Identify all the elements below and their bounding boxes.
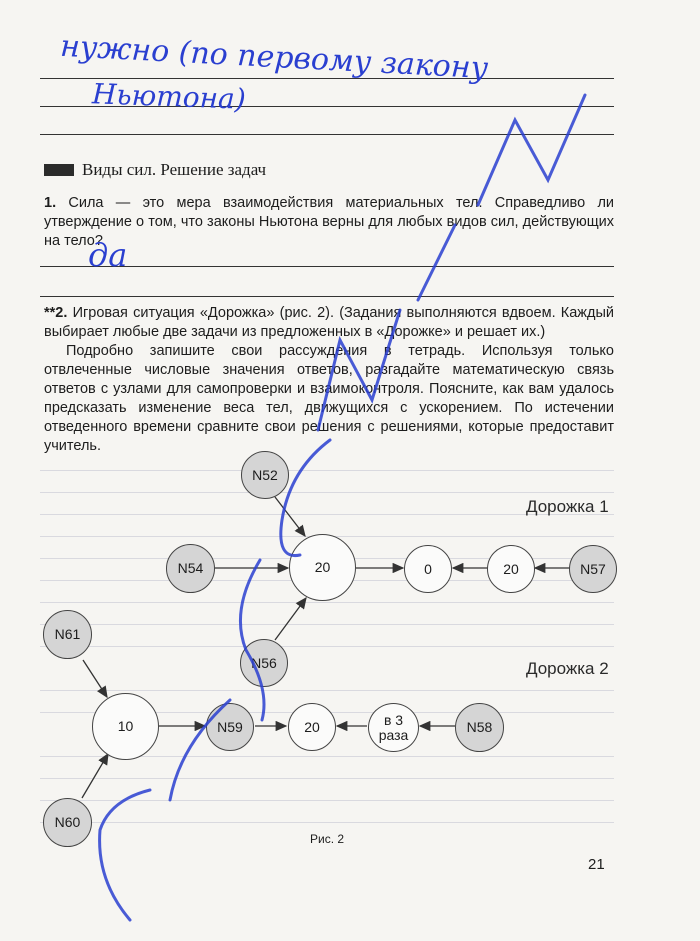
node-10: 10 <box>92 693 159 760</box>
section-title-text: Виды сил. Решение задач <box>82 160 267 179</box>
node-20-right: 20 <box>487 545 535 593</box>
section-title <box>44 160 266 180</box>
node-n57: N57 <box>569 545 617 593</box>
track-2-label: Дорожка 2 <box>526 659 609 678</box>
node-n61: N61 <box>43 610 92 659</box>
node-n59: N59 <box>206 703 254 751</box>
node-times-three-line2: раза <box>378 726 409 743</box>
task-2-instructions: Подробно запишите свои рассуждения в тетрадь. Используя только отвлеченные числовые значения ответов, разгадайте математическую связь ответов с узлами для самопроверки и взаимоконтроля. Поясните, как вам удалось предсказать изменение веса тел, движущихся с ускорением. По истечении отведенного времени сравните свои решения с решениями, которые предоставит учитель. <box>44 343 614 454</box>
task-2 <box>44 304 614 342</box>
node-n52: N52 <box>241 451 289 499</box>
node-n56: N56 <box>240 639 288 687</box>
task-2-number: **2. <box>44 305 68 321</box>
node-0: 0 <box>404 545 452 593</box>
node-times-three-line1: в 3 <box>383 711 404 728</box>
task-1-handwritten-answer: да <box>88 236 128 274</box>
track-1-label: Дорожка 1 <box>526 497 609 516</box>
figure-caption: Рис. 2 <box>310 832 345 846</box>
handwritten-answer-line2: Ньютона) <box>91 77 247 116</box>
page-number: 21 <box>588 856 605 873</box>
task-1-number: 1. <box>44 195 57 211</box>
node-20-center: 20 <box>289 534 356 601</box>
task-1 <box>44 194 614 251</box>
section-marker <box>44 164 74 176</box>
node-20-track2: 20 <box>288 703 336 751</box>
task-2-text: Игровая ситуация «Дорожка» (рис. 2). (Задания выполняются вдвоем. Каждый выбирает любые две задачи из предложенных в «Дорожке» и решает их.) <box>44 305 614 340</box>
node-times-three <box>368 703 419 752</box>
node-n54: N54 <box>166 544 215 593</box>
task-1-text: Сила — это мера взаимодействия материальных тел. Справедливо ли утверждение о том, что законы Ньютона верны для любых видов сил, действующих на тело? <box>44 195 614 249</box>
node-n58: N58 <box>455 703 504 752</box>
task-1-answer-line-2 <box>40 296 614 297</box>
answer-line-3 <box>40 134 614 135</box>
handwritten-answer-line1: нужно (по первому закону <box>59 28 489 87</box>
node-n60: N60 <box>43 798 92 847</box>
